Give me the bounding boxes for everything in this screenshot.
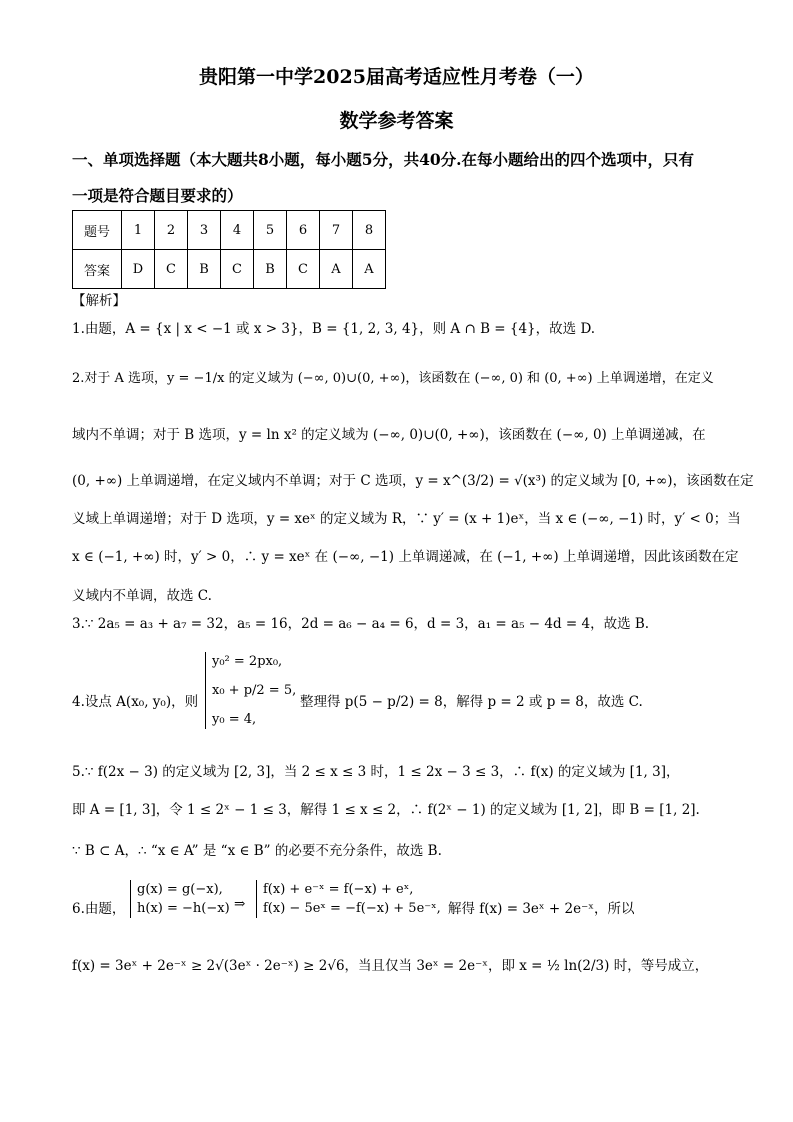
answer-table — [72, 210, 386, 289]
document-title: 贵阳第一中学2025届高考适应性月考卷（一） — [199, 66, 594, 88]
table-cell: 1 — [122, 211, 155, 250]
table-cell: 5 — [254, 211, 287, 250]
solution-4-equation-system — [205, 652, 296, 729]
equation: f(x) − 5eˣ = −f(−x) + 5e⁻ˣ, — [263, 901, 441, 916]
table-header-cell: 题号 — [73, 211, 122, 250]
table-cell: C — [221, 250, 254, 289]
solution-2-line: 2.对于 A 选项，y = −1/x 的定义域为 (−∞, 0)∪(0, +∞)，该函数在 (−∞, 0) 和 (0, +∞) 上单调递增，在定义 — [72, 371, 714, 386]
table-header-cell: 答案 — [73, 250, 122, 289]
solution-3: 3.∵ 2a₅ = a₃ + a₇ = 32，a₅ = 16，2d = a₆ − a₄ = 6，d = 3，a₁ = a₅ − 4d = 4，故选 B. — [72, 616, 650, 632]
solution-2-line: 义域上单调递增；对于 D 选项，y = xeˣ 的定义域为 R，∵ y′ = (x + 1)eˣ，当 x ∈ (−∞, −1) 时，y′ < 0；当 — [72, 511, 741, 527]
solution-5-line: 即 A = [1, 3]，令 1 ≤ 2ˣ − 1 ≤ 3，解得 1 ≤ x ≤ 2，∴ f(2ˣ − 1) 的定义域为 [1, 2]，即 B = [1, 2]. — [72, 802, 700, 818]
solution-4-suffix: 整理得 p(5 − p/2) = 8，解得 p = 2 或 p = 8，故选 C. — [300, 694, 643, 710]
section-heading: 一、单项选择题（本大题共8小题，每小题5分，共40分.在每小题给出的四个选项中，只有 — [72, 150, 695, 169]
solution-5-line: ∵ B ⊂ A，∴ “x ∈ A” 是 “x ∈ B” 的必要不充分条件，故选 B. — [72, 843, 442, 859]
table-cell: D — [122, 250, 155, 289]
solution-2-line: 域内不单调；对于 B 选项，y = ln x² 的定义域为 (−∞, 0)∪(0, +∞)，该函数在 (−∞, 0) 上单调递减，在 — [72, 427, 706, 443]
table-cell: A — [320, 250, 353, 289]
solution-2-line: (0, +∞) 上单调递增，在定义域内不单调；对于 C 选项，y = x^(3/2) = √(x³) 的定义域为 [0, +∞)，该函数在定 — [72, 473, 754, 489]
table-cell: B — [188, 250, 221, 289]
equation: g(x) = g(−x), — [137, 882, 223, 897]
equation: y₀ = 4, — [212, 712, 257, 727]
implies-symbol: ⇒ — [234, 896, 246, 912]
solution-4-prefix: 4.设点 A(x₀, y₀)，则 — [72, 694, 199, 710]
table-cell: 8 — [353, 211, 386, 250]
solution-5-line: 5.∵ f(2x − 3) 的定义域为 [2, 3]，当 2 ≤ x ≤ 3 时，1 ≤ 2x − 3 ≤ 3，∴ f(x) 的定义域为 [1, 3]， — [72, 764, 680, 780]
equation: y₀² = 2px₀, — [212, 654, 283, 669]
solution-2-line: 义域内不单调，故选 C. — [72, 588, 212, 604]
solution-2-line: x ∈ (−1, +∞) 时，y′ > 0，∴ y = xeˣ 在 (−∞, −1) 上单调递减，在 (−1, +∞) 上单调递增，因此该函数在定 — [72, 549, 739, 565]
solution-6-system-2 — [256, 880, 441, 918]
equation: f(x) + e⁻ˣ = f(−x) + eˣ, — [263, 882, 414, 897]
table-cell: 2 — [155, 211, 188, 250]
table-row-answers — [73, 250, 386, 289]
solution-6-suffix: 解得 f(x) = 3eˣ + 2e⁻ˣ，所以 — [448, 901, 635, 917]
analysis-label: 【解析】 — [72, 293, 126, 309]
equation: h(x) = −h(−x) — [137, 901, 230, 916]
table-cell: 4 — [221, 211, 254, 250]
table-cell: 7 — [320, 211, 353, 250]
table-row-numbers — [73, 211, 386, 250]
table-cell: C — [287, 250, 320, 289]
table-cell: A — [353, 250, 386, 289]
solution-6-system-1 — [130, 880, 230, 918]
equation: x₀ + p/2 = 5, — [212, 683, 297, 698]
table-cell: 3 — [188, 211, 221, 250]
section-heading-cont: 一项是符合题目要求的） — [72, 186, 243, 205]
solution-6-line: f(x) = 3eˣ + 2e⁻ˣ ≥ 2√(3eˣ · 2e⁻ˣ) ≥ 2√6，当且仅当 3eˣ = 2e⁻ˣ，即 x = ½ ln(2/3) 时，等号成立， — [72, 958, 709, 974]
solution-6-prefix: 6.由题， — [72, 901, 126, 917]
document-subtitle: 数学参考答案 — [339, 110, 454, 132]
table-cell: B — [254, 250, 287, 289]
solution-1: 1.由题，A = {x | x < −1 或 x > 3}，B = {1, 2, 3, 4}，则 A ∩ B = {4}，故选 D. — [72, 321, 596, 337]
table-cell: C — [155, 250, 188, 289]
table-cell: 6 — [287, 211, 320, 250]
